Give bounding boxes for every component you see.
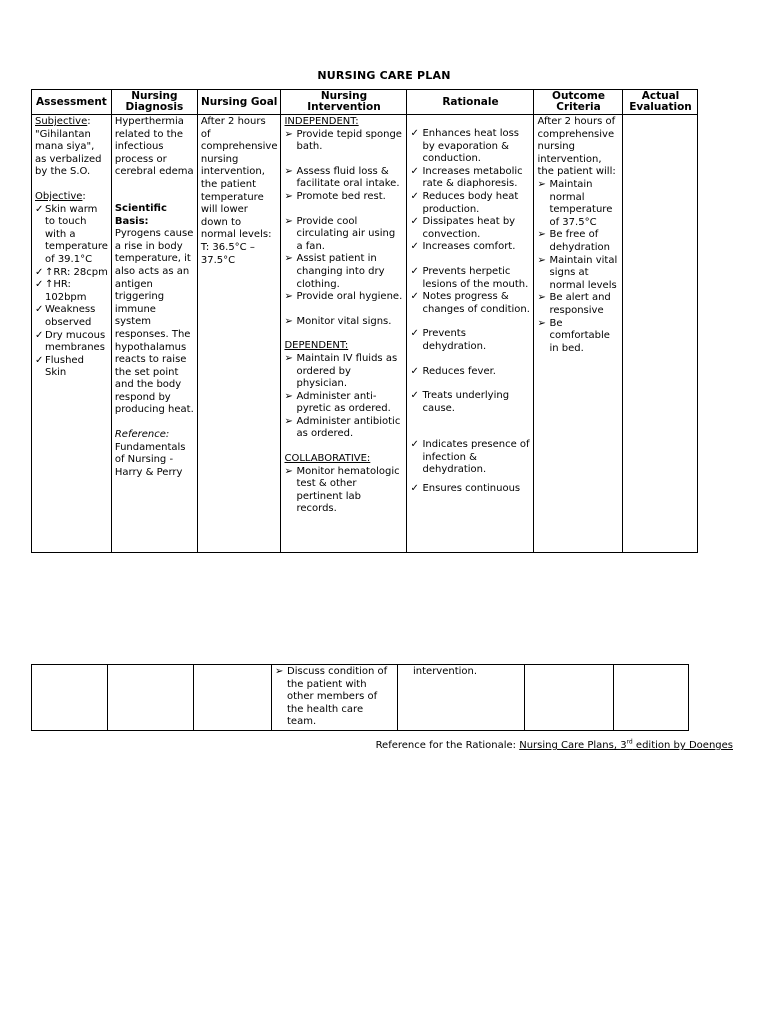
table-row <box>32 665 689 731</box>
diagnosis-cell <box>108 665 194 731</box>
check-icon: ✓ <box>410 365 419 377</box>
header-diagnosis: Nursing Diagnosis <box>111 90 197 115</box>
reference-book: Nursing Care Plans, 3rd edition by Doenges <box>519 738 733 751</box>
rationale-cell <box>407 115 534 553</box>
check-icon: ✓ <box>35 304 44 316</box>
check-icon: ✓ <box>35 203 44 215</box>
assessment-cell <box>32 665 108 731</box>
arrow-bullet-icon: ➢ <box>537 317 546 329</box>
objective-list <box>35 204 108 380</box>
outcome-list <box>537 179 619 355</box>
goal-cell <box>194 665 272 731</box>
objective-label: Objective <box>35 190 83 202</box>
check-icon: ✓ <box>410 265 419 277</box>
page-title: NURSING CARE PLAN <box>317 69 451 82</box>
header-row <box>32 90 698 115</box>
arrow-bullet-icon: ➢ <box>284 128 293 140</box>
arrow-bullet-icon: ➢ <box>284 190 293 202</box>
outcome-cell <box>525 665 614 731</box>
rationale-list <box>410 128 530 496</box>
table-row <box>32 115 698 553</box>
arrow-bullet-icon: ➢ <box>284 390 293 402</box>
check-icon: ✓ <box>35 279 44 291</box>
list-item: ➢ Administer anti-pyretic as ordered. <box>284 390 391 415</box>
list-item: ✓ Skin warm to touch with a temperature of 39.1°C <box>35 203 108 265</box>
goal-text: After 2 hours of comprehensive nursing intervention, the patient temperature will lower down to normal levels: T: 36.5°C – 37.5°C <box>200 116 278 266</box>
list-item: ➢ Monitor hematologic test & other pertinent lab records. <box>284 465 400 515</box>
list-item: ✓ Treats underlying cause. <box>410 390 510 414</box>
arrow-bullet-icon: ➢ <box>537 254 546 266</box>
reference-label: Reference: <box>114 429 170 441</box>
list-item: ✓ Enhances heat loss by evaporation & conduction. <box>410 128 520 165</box>
evaluation-cell <box>623 115 698 553</box>
check-icon: ✓ <box>35 266 44 278</box>
evaluation-cell <box>614 665 689 731</box>
check-icon: ✓ <box>410 390 419 402</box>
check-icon: ✓ <box>410 439 419 451</box>
arrow-bullet-icon: ➢ <box>284 465 293 477</box>
header-rationale: Rationale <box>407 90 534 115</box>
arrow-bullet-icon: ➢ <box>284 415 293 427</box>
intervention-cell <box>272 665 398 731</box>
check-icon: ✓ <box>410 328 419 340</box>
rationale-cell <box>398 665 525 731</box>
rationale-continued: intervention. <box>413 666 478 677</box>
list-item: ➢ Discuss condition of the patient with other members of the health care team. <box>275 666 388 728</box>
list-item: ✓ Dry mucous membranes <box>35 329 106 354</box>
arrow-bullet-icon: ➢ <box>284 291 293 303</box>
list-item: ✓ Indicates presence of infection & dehydration. <box>410 439 530 476</box>
reference-text: Fundamentals of Nursing -Harry & Perry <box>114 441 186 478</box>
collaborative-list-continued <box>275 666 394 729</box>
check-icon: ✓ <box>410 483 419 495</box>
list-item: ✓ Dissipates heat by convection. <box>410 216 516 240</box>
list-item: ➢ Administer antibiotic as ordered. <box>284 415 401 440</box>
arrow-bullet-icon: ➢ <box>284 215 293 227</box>
check-icon: ✓ <box>35 329 44 341</box>
intervention-cell <box>281 115 407 553</box>
subjective-text: "Gihilantan mana siya", as verbalized by the S.O. <box>35 128 102 178</box>
header-goal: Nursing Goal <box>197 90 281 115</box>
list-item: ✓ ↑RR: 28cpm <box>35 266 108 278</box>
list-item: ✓ Ensures continuous <box>410 483 521 495</box>
footer-prefix: Reference for the Rationale: <box>375 740 520 751</box>
collaborative-list <box>284 466 403 516</box>
header-intervention: Nursing Intervention <box>281 90 407 115</box>
check-icon: ✓ <box>410 128 419 139</box>
arrow-bullet-icon: ➢ <box>537 292 546 304</box>
arrow-bullet-icon: ➢ <box>284 253 293 265</box>
list-item: ➢ Maintain IV fluids as ordered by physician. <box>284 352 398 390</box>
collaborative-label: COLLABORATIVE: <box>284 453 371 465</box>
list-item: ➢ Be alert and responsive <box>537 292 611 316</box>
list-item: ➢ Assist patient in changing into dry clothing. <box>284 253 385 290</box>
list-item: ✓ Increases comfort. <box>410 241 516 253</box>
check-icon: ✓ <box>410 291 419 303</box>
list-item: ➢ Promote bed rest. <box>284 190 386 202</box>
arrow-bullet-icon: ➢ <box>275 666 284 677</box>
header-outcome: Outcome Criteria <box>534 90 623 115</box>
list-item: ✓ Prevents dehydration. <box>410 328 487 352</box>
list-item: ➢ Be comfortable in bed. <box>537 317 610 354</box>
goal-cell <box>197 115 281 553</box>
rationale-reference <box>376 740 733 751</box>
dependent-label: DEPENDENT: <box>284 340 349 352</box>
care-plan-table <box>31 89 698 553</box>
list-item: ✓ Increases metabolic rate & diaphoresis. <box>410 165 523 190</box>
arrow-bullet-icon: ➢ <box>284 165 293 177</box>
check-icon: ✓ <box>35 354 44 366</box>
check-icon: ✓ <box>410 241 419 253</box>
list-item: ✓ Reduces body heat production. <box>410 190 519 215</box>
arrow-bullet-icon: ➢ <box>537 178 546 190</box>
care-plan-table-continued <box>31 664 689 731</box>
check-icon: ✓ <box>410 165 419 177</box>
diagnosis-cell <box>111 115 197 553</box>
scientific-basis-label: Scientific Basis: <box>114 202 167 227</box>
dependent-list <box>284 353 403 441</box>
list-item: ➢ Provide tepid sponge bath. <box>284 128 402 153</box>
independent-list <box>284 129 403 329</box>
list-item: ✓ Flushed Skin <box>35 354 84 379</box>
list-item: ➢ Be free of dehydration <box>537 229 610 253</box>
outcome-cell <box>534 115 623 553</box>
list-item: ✓ Notes progress & changes of condition. <box>410 291 530 315</box>
list-item: ✓ Reduces fever. <box>410 365 496 377</box>
diagnosis-text: Hyperthermia related to the infectious process or cerebral edema <box>114 116 194 178</box>
arrow-bullet-icon: ➢ <box>537 229 546 241</box>
check-icon: ✓ <box>410 216 419 228</box>
list-item: ➢ Provide cool circulating air using a fan. <box>284 215 396 252</box>
arrow-bullet-icon: ➢ <box>284 352 293 364</box>
list-item: ➢ Monitor vital signs. <box>284 315 392 327</box>
assessment-cell: Subjective: "Gihilantan mana siya", as verbalized by the S.O. Objective: ✓ Skin warm to touch with a temperature of 39.1°C ✓ ↑RR: 28cpm ✓ ↑HR: 102bpm ✓ Weakness observed ✓ Dry mucous membranes ✓ Flushed Skin <box>32 115 112 553</box>
list-item: ✓ Prevents herpetic lesions of the mouth. <box>410 265 529 290</box>
list-item: ✓ Weakness observed <box>35 304 96 328</box>
arrow-bullet-icon: ➢ <box>284 315 293 327</box>
subjective-label: Subjective <box>35 116 88 127</box>
list-item: ➢ Provide oral hygiene. <box>284 291 403 303</box>
list-item: ➢ Maintain normal temperature of 37.5°C <box>537 178 613 228</box>
check-icon: ✓ <box>410 190 419 202</box>
list-item: ✓ ↑HR: 102bpm <box>35 279 87 303</box>
scientific-basis-text: Pyrogens cause a rise in body temperature, it also acts as an antigen triggering immune system responses. The hypothalamus reacts to raise the set point and the body respond by producing heat. <box>114 228 194 416</box>
outcome-intro: After 2 hours of comprehensive nursing intervention, the patient will: <box>537 116 616 178</box>
list-item: ➢ Maintain vital signs at normal levels <box>537 254 618 291</box>
independent-label: INDEPENDENT: <box>284 116 359 127</box>
list-item: ➢ Assess fluid loss & facilitate oral intake. <box>284 165 400 190</box>
header-assessment: Assessment <box>32 90 112 115</box>
header-evaluation: Actual Evaluation <box>623 90 698 115</box>
